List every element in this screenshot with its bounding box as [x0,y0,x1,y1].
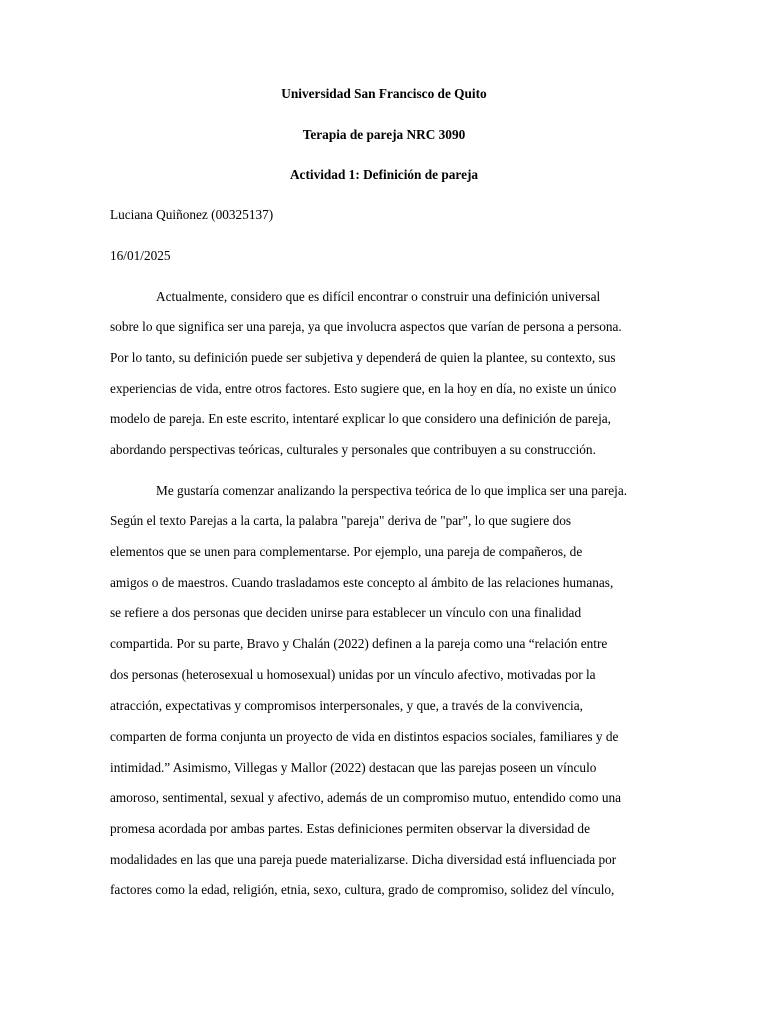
paragraph-line: Me gustaría comenzar analizando la perspectiva teórica de lo que implica ser una pareja. [156,483,628,498]
university-title: Universidad San Francisco de Quito [281,86,487,101]
paragraph-line: modalidades en las que una pareja puede materializarse. Dicha diversidad está influenciada por [110,852,617,867]
paragraph-line: elementos que se unen para complementarse. Por ejemplo, una pareja de compañeros, de [110,544,583,559]
paragraph-line: Por lo tanto, su definición puede ser subjetiva y dependerá de quien la plantee, su contexto, sus [110,350,616,365]
paragraph-line: intimidad.” Asimismo, Villegas y Mallor (2022) destacan que las parejas poseen un vínculo [110,760,597,775]
paragraph-line: experiencias de vida, entre otros factores. Esto sugiere que, en la hoy en día, no existe un único [110,381,617,396]
paragraph-line: modelo de pareja. En este escrito, intentaré explicar lo que considero una definición de pareja, [110,411,612,426]
document-date: 16/01/2025 [110,248,171,263]
paragraph-line: amoroso, sentimental, sexual y afectivo, además de un compromiso mutuo, entendido como una [110,790,622,805]
paragraph-line: Actualmente, considero que es difícil encontrar o construir una definición universal [156,289,601,304]
paragraph-line: atracción, expectativas y compromisos interpersonales, y que, a través de la convivencia, [110,698,583,713]
activity-title: Actividad 1: Definición de pareja [289,167,479,182]
paragraph-line: sobre lo que significa ser una pareja, ya que involucra aspectos que varían de persona a persona. [110,319,622,334]
paragraph-line: factores como la edad, religión, etnia, sexo, cultura, grado de compromiso, solidez del vínculo, [110,882,615,897]
paragraph-line: compartida. Por su parte, Bravo y Chalán (2022) definen a la pareja como una “relación entre [110,636,608,651]
paragraph-line: dos personas (heterosexual u homosexual) unidas por un vínculo afectivo, motivadas por la [110,667,596,682]
course-title: Terapia de pareja NRC 3090 [302,127,466,142]
paragraph-line: abordando perspectivas teóricas, culturales y personales que contribuyen a su construcción. [110,442,596,457]
paragraph-line: comparten de forma conjunta un proyecto de vida en distintos espacios sociales, familiares y de [110,729,619,744]
paragraph-line: se refiere a dos personas que deciden unirse para establecer un vínculo con una finalidad [110,605,582,620]
paragraph-line: promesa acordada por ambas partes. Estas definiciones permiten observar la diversidad de [110,821,590,836]
paragraph-line: amigos o de maestros. Cuando trasladamos este concepto al ámbito de las relaciones humanas, [110,575,614,590]
paragraph-line: Según el texto Parejas a la carta, la palabra "pareja" deriva de "par", lo que sugiere dos [110,513,572,528]
author-name: Luciana Quiñonez (00325137) [110,207,274,222]
